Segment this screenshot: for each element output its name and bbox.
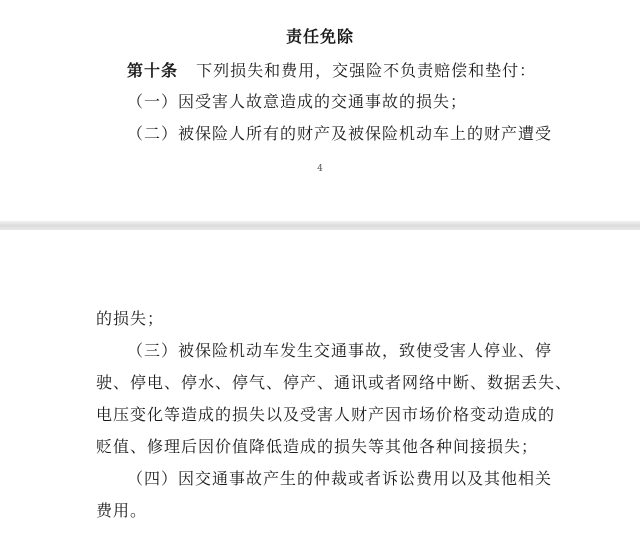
clause-item-3-line-3: 电压变化等造成的损失以及受害人财产因市场价格变动造成的 [96,405,556,424]
clause-item-3-line-1: （三）被保险机动车发生交通事故，致使受害人停业、停 [127,341,553,360]
clause-item-4-line-2: 费用。 [96,501,148,520]
clause-item-3-line-2: 驶、停电、停水、停气、停产、通讯或者网络中断、数据丢失、 [96,373,573,392]
clause-item-2-end: 的损失； [96,309,165,328]
page-separator [0,221,640,230]
article-label: 第十条 [127,61,179,80]
article-text: 下列损失和费用，交强险不负责赔偿和垫付： [196,61,537,80]
clause-item-1: （一）因受害人故意造成的交通事故的损失； [127,92,468,111]
clause-item-4-line-1: （四）因交通事故产生的仲裁或者诉讼费用以及其他相关 [127,469,553,488]
page-number: 4 [317,164,323,174]
document-page-upper [0,0,640,221]
clause-item-2-start: （二）被保险人所有的财产及被保险机动车上的财产遭受 [127,124,553,143]
document-page-lower [0,230,640,536]
article-ten-line [127,58,536,81]
clause-item-3-line-4: 贬值、修理后因价值降低造成的损失等其他各种间接损失； [96,437,539,456]
section-title: 责任免除 [285,27,354,46]
